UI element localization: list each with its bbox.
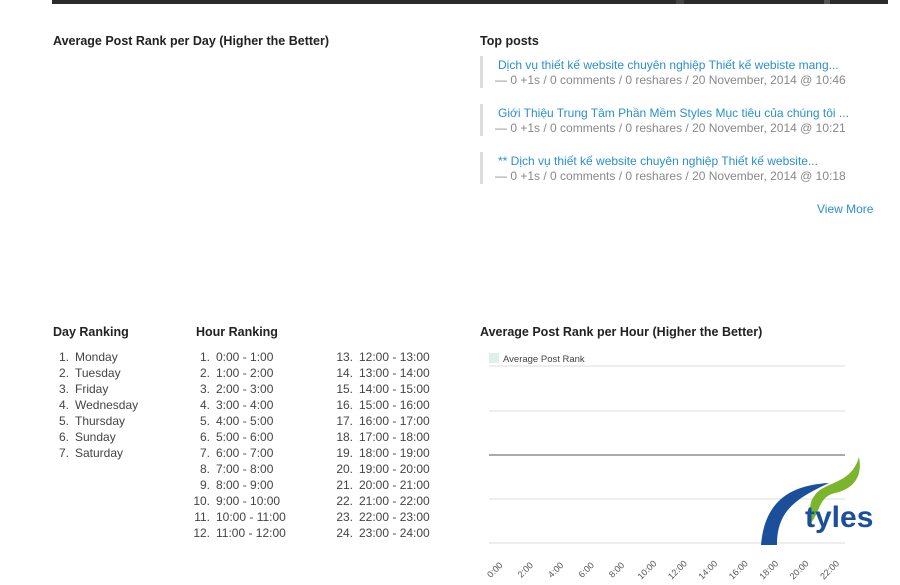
ranking-item bbox=[333, 493, 430, 509]
ranking-number: 5. bbox=[199, 414, 210, 428]
ranking-item bbox=[333, 461, 430, 477]
ranking-item bbox=[53, 381, 138, 397]
x-tick-label: 8:00 bbox=[606, 560, 627, 580]
ranking-label: Friday bbox=[75, 382, 109, 396]
ranking-item bbox=[53, 365, 138, 381]
ranking-label: 5:00 - 6:00 bbox=[216, 430, 274, 444]
post-meta: — 0 +1s / 0 comments / 0 reshares / 20 November, 2014 @ 10:21 bbox=[495, 121, 846, 135]
day-chart-title: Average Post Rank per Day (Higher the Better) bbox=[53, 34, 330, 48]
ranking-label: Tuesday bbox=[75, 366, 121, 380]
ranking-number: 7. bbox=[199, 446, 210, 460]
post-title-link[interactable]: Dịch vụ thiết kế website chuyên nghiệp Thiết kế webiste mang... bbox=[498, 58, 839, 72]
ranking-label: 22:00 - 23:00 bbox=[359, 510, 430, 524]
ranking-item bbox=[333, 477, 430, 493]
legend-swatch bbox=[489, 353, 499, 363]
post-title-link[interactable]: Giới Thiệu Trung Tâm Phần Mềm Styles Mục tiêu của chúng tôi ... bbox=[498, 106, 849, 120]
ranking-label: 14:00 - 15:00 bbox=[359, 382, 430, 396]
ranking-label: 6:00 - 7:00 bbox=[216, 446, 274, 460]
styles-logo bbox=[755, 455, 890, 552]
ranking-number: 7. bbox=[58, 446, 69, 460]
ranking-label: Thursday bbox=[75, 414, 126, 428]
ranking-item bbox=[190, 525, 286, 541]
ranking-item bbox=[190, 477, 286, 493]
ranking-item bbox=[333, 525, 430, 541]
ranking-number: 3. bbox=[58, 382, 69, 396]
ranking-label: 9:00 - 10:00 bbox=[216, 494, 281, 508]
ranking-number: 5. bbox=[58, 414, 69, 428]
post-meta: — 0 +1s / 0 comments / 0 reshares / 20 November, 2014 @ 10:46 bbox=[495, 73, 846, 87]
ranking-item bbox=[333, 381, 430, 397]
hour-chart-title: Average Post Rank per Hour (Higher the Better) bbox=[480, 325, 763, 339]
ranking-number: 21. bbox=[336, 478, 353, 492]
ranking-label: 21:00 - 22:00 bbox=[359, 494, 430, 508]
ranking-item bbox=[333, 429, 430, 445]
ranking-item bbox=[333, 445, 430, 461]
ranking-item bbox=[190, 365, 286, 381]
ranking-label: 4:00 - 5:00 bbox=[216, 414, 274, 428]
x-tick-label: 14:00 bbox=[696, 558, 720, 580]
ranking-label: 16:00 - 17:00 bbox=[359, 414, 430, 428]
ranking-item bbox=[190, 429, 286, 445]
ranking-label: Saturday bbox=[75, 446, 124, 460]
ranking-label: 10:00 - 11:00 bbox=[216, 510, 286, 524]
ranking-number: 15. bbox=[336, 382, 353, 396]
ranking-number: 18. bbox=[336, 430, 353, 444]
ranking-number: 20. bbox=[336, 462, 353, 476]
ranking-label: 19:00 - 20:00 bbox=[359, 462, 430, 476]
ranking-item bbox=[333, 413, 430, 429]
x-tick-label: 22:00 bbox=[818, 558, 842, 580]
x-tick-label: 10:00 bbox=[635, 558, 659, 580]
ranking-label: 2:00 - 3:00 bbox=[216, 382, 274, 396]
top-posts-title: Top posts bbox=[480, 34, 539, 48]
ranking-number: 1. bbox=[199, 350, 210, 364]
ranking-item bbox=[333, 397, 430, 413]
ranking-label: 3:00 - 4:00 bbox=[216, 398, 274, 412]
ranking-label: 17:00 - 18:00 bbox=[359, 430, 430, 444]
ranking-item bbox=[190, 493, 286, 509]
ranking-item bbox=[190, 445, 286, 461]
x-tick-label: 20:00 bbox=[787, 558, 811, 580]
ranking-number: 19. bbox=[336, 446, 353, 460]
ranking-item bbox=[53, 413, 138, 429]
top-bar bbox=[52, 0, 888, 4]
ranking-item bbox=[53, 445, 138, 461]
ranking-label: 12:00 - 13:00 bbox=[359, 350, 430, 364]
ranking-label: 23:00 - 24:00 bbox=[359, 526, 430, 540]
ranking-item bbox=[333, 509, 430, 525]
ranking-number: 22. bbox=[336, 494, 353, 508]
ranking-number: 12. bbox=[193, 526, 210, 540]
top-posts-list bbox=[480, 56, 880, 200]
ranking-label: Sunday bbox=[75, 430, 116, 444]
view-more-link[interactable]: View More bbox=[817, 202, 874, 216]
x-tick-label: 18:00 bbox=[757, 558, 781, 580]
ranking-item bbox=[190, 461, 286, 477]
ranking-number: 8. bbox=[199, 462, 210, 476]
ranking-number: 16. bbox=[336, 398, 353, 412]
ranking-item bbox=[190, 509, 286, 525]
day-ranking-title: Day Ranking bbox=[53, 325, 129, 339]
post-item bbox=[480, 104, 880, 136]
x-tick-label: 12:00 bbox=[665, 558, 689, 580]
x-tick-label: 2:00 bbox=[515, 560, 536, 580]
top-bar-segment bbox=[676, 0, 684, 4]
ranking-number: 1. bbox=[58, 350, 69, 364]
post-item bbox=[480, 56, 880, 88]
ranking-number: 14. bbox=[336, 366, 353, 380]
post-title-link[interactable]: ** Dịch vụ thiết kế website chuyên nghiệp Thiết kế website... bbox=[498, 154, 818, 168]
ranking-item bbox=[53, 349, 138, 365]
ranking-item bbox=[53, 429, 138, 445]
ranking-number: 23. bbox=[336, 510, 353, 524]
ranking-label: 18:00 - 19:00 bbox=[359, 446, 430, 460]
ranking-number: 3. bbox=[199, 382, 210, 396]
x-tick-label: 4:00 bbox=[546, 560, 566, 580]
ranking-number: 17. bbox=[336, 414, 353, 428]
ranking-number: 6. bbox=[199, 430, 210, 444]
ranking-number: 13. bbox=[336, 350, 353, 364]
logo-text: tyles bbox=[805, 501, 874, 534]
ranking-label: 11:00 - 12:00 bbox=[216, 526, 286, 540]
post-meta: — 0 +1s / 0 comments / 0 reshares / 20 November, 2014 @ 10:18 bbox=[495, 169, 846, 183]
post-item bbox=[480, 152, 880, 184]
ranking-label: Monday bbox=[75, 350, 118, 364]
ranking-number: 4. bbox=[199, 398, 210, 412]
ranking-number: 10. bbox=[193, 494, 210, 508]
ranking-item bbox=[53, 397, 138, 413]
ranking-label: 0:00 - 1:00 bbox=[216, 350, 274, 364]
ranking-item bbox=[190, 413, 286, 429]
ranking-label: 20:00 - 21:00 bbox=[359, 478, 430, 492]
ranking-number: 24. bbox=[336, 526, 353, 540]
ranking-number: 11. bbox=[194, 510, 210, 524]
ranking-label: 7:00 - 8:00 bbox=[216, 462, 274, 476]
ranking-item bbox=[333, 365, 430, 381]
top-bar-segment bbox=[824, 0, 830, 4]
ranking-label: 15:00 - 16:00 bbox=[359, 398, 430, 412]
ranking-label: 8:00 - 9:00 bbox=[216, 478, 274, 492]
ranking-item bbox=[190, 349, 286, 365]
x-tick-label: 16:00 bbox=[726, 558, 750, 580]
hour-ranking-title: Hour Ranking bbox=[196, 325, 278, 339]
x-tick-label: 0:00 bbox=[486, 560, 505, 580]
ranking-number: 6. bbox=[58, 430, 69, 444]
ranking-number: 4. bbox=[58, 398, 69, 412]
ranking-item bbox=[333, 349, 430, 365]
ranking-item bbox=[190, 397, 286, 413]
ranking-label: 13:00 - 14:00 bbox=[359, 366, 430, 380]
ranking-number: 2. bbox=[199, 366, 210, 380]
ranking-number: 9. bbox=[199, 478, 210, 492]
hour-ranking-list-1 bbox=[190, 349, 286, 541]
ranking-item bbox=[190, 381, 286, 397]
legend-label: Average Post Rank bbox=[503, 354, 585, 365]
x-tick-label: 6:00 bbox=[576, 560, 596, 580]
ranking-label: 1:00 - 2:00 bbox=[216, 366, 274, 380]
ranking-label: Wednesday bbox=[75, 398, 139, 412]
day-ranking-list bbox=[53, 349, 138, 461]
ranking-number: 2. bbox=[58, 366, 69, 380]
hour-ranking-list-2 bbox=[333, 349, 430, 541]
